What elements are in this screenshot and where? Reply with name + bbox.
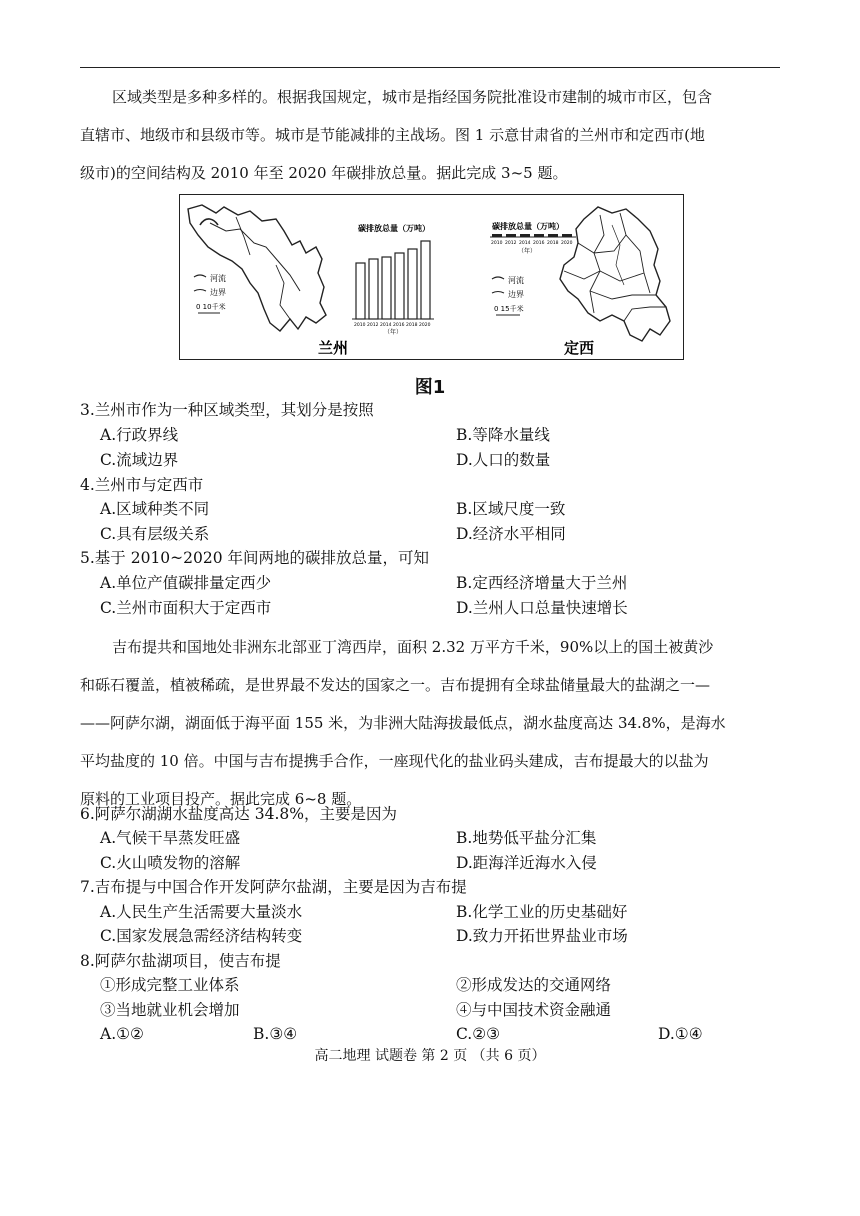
question-6-stem: 6.阿萨尔湖湖水盐度高达 34.8%，主要是因为 xyxy=(80,805,397,823)
intro2-line: ——阿萨尔湖，湖面低于海平面 155 米，为非洲大陆海拔最低点，湖水盐度高达 34.8%，是海水 xyxy=(80,714,726,732)
question-8-item-2: ②形成发达的交通网络 xyxy=(456,976,612,994)
intro2-line: 吉布提共和国地处非洲东北部亚丁湾西岸，面积 2.32 万平方千米，90%以上的国土被黄沙 xyxy=(112,638,714,656)
lanzhou-year: 2012 xyxy=(367,323,379,328)
dingxi-bar xyxy=(562,234,572,237)
lanzhou-axis-unit: （年） xyxy=(384,329,403,336)
dingxi-year: 2018 xyxy=(547,241,559,246)
dingxi-legend xyxy=(492,275,524,315)
lanzhou-bar xyxy=(395,253,404,319)
intro2-line: 和砾石覆盖，植被稀疏，是世界最不发达的国家之一。吉布提拥有全球盐储量最大的盐湖之一— xyxy=(80,676,711,694)
question-7-option-c: C.国家发展急需经济结构转变 xyxy=(100,927,303,945)
question-8-option-a: A.①② xyxy=(100,1025,144,1043)
question-7-option-a: A.人民生产生活需要大量淡水 xyxy=(100,903,303,921)
dingxi-axis-unit: （年） xyxy=(518,248,537,255)
question-4-option-a: A.区域种类不同 xyxy=(100,500,210,518)
dingxi-bar xyxy=(534,234,544,237)
lanzhou-year: 2020 xyxy=(419,323,431,328)
lanzhou-map xyxy=(188,205,326,331)
dingxi-year: 2014 xyxy=(519,241,531,246)
river-legend-icon xyxy=(194,275,206,277)
question-8-item-1: ①形成完整工业体系 xyxy=(100,976,240,994)
question-3-option-d: D.人口的数量 xyxy=(456,451,551,469)
dingxi-legend-river: 河流 xyxy=(508,276,524,285)
lanzhou-bar xyxy=(356,263,365,319)
river-legend-icon xyxy=(492,277,504,279)
question-6-option-d: D.距海洋近海水入侵 xyxy=(456,854,597,872)
figure-1 xyxy=(179,194,684,360)
question-8-option-d: D.①④ xyxy=(658,1025,703,1043)
border-legend-icon xyxy=(194,290,206,292)
dingxi-year: 2010 xyxy=(491,241,503,246)
border-legend-icon xyxy=(492,292,504,294)
intro1-line: 级市)的空间结构及 2010 年至 2020 年碳排放总量。据此完成 3~5 题。 xyxy=(80,164,568,182)
question-5-option-b: B.定西经济增量大于兰州 xyxy=(456,574,628,592)
dingxi-map xyxy=(560,207,670,341)
lanzhou-chart xyxy=(352,223,434,336)
lanzhou-chart-title: 碳排放总量（万吨） xyxy=(358,224,430,233)
lanzhou-year: 2016 xyxy=(393,323,405,328)
question-7-stem: 7.吉布提与中国合作开发阿萨尔盐湖，主要是因为吉布提 xyxy=(80,878,467,896)
intro2-line: 平均盐度的 10 倍。中国与吉布提携手合作，一座现代化的盐业码头建成，吉布提最大的以盐为 xyxy=(80,752,709,770)
dingxi-bar xyxy=(506,234,516,237)
lanzhou-scale-label: 0 10千米 xyxy=(196,303,226,311)
question-8-item-4: ④与中国技术资金融通 xyxy=(456,1001,612,1019)
lanzhou-legend xyxy=(194,273,226,313)
dingxi-bar xyxy=(520,234,530,237)
dingxi-chart xyxy=(490,221,576,255)
question-3-option-b: B.等降水量线 xyxy=(456,426,550,444)
question-3-option-c: C.流域边界 xyxy=(100,451,179,469)
question-3-stem: 3.兰州市作为一种区域类型，其划分是按照 xyxy=(80,401,374,419)
question-7-option-b: B.化学工业的历史基础好 xyxy=(456,903,628,921)
lanzhou-legend-river: 河流 xyxy=(210,274,226,283)
question-6-option-a: A.气候干旱蒸发旺盛 xyxy=(100,829,241,847)
lanzhou-year: 2014 xyxy=(380,323,392,328)
lanzhou-legend-border: 边界 xyxy=(210,288,226,297)
question-4-option-b: B.区域尺度一致 xyxy=(456,500,566,518)
question-5-option-c: C.兰州市面积大于定西市 xyxy=(100,599,272,617)
lanzhou-bar xyxy=(382,257,391,319)
dingxi-chart-title: 碳排放总量（万吨） xyxy=(492,222,564,231)
question-4-option-d: D.经济水平相同 xyxy=(456,525,566,543)
question-5-option-a: A.单位产值碳排量定西少 xyxy=(100,574,272,592)
lanzhou-year: 2018 xyxy=(406,323,418,328)
lanzhou-bar xyxy=(408,249,417,319)
lanzhou-year: 2010 xyxy=(354,323,366,328)
intro2-line: 原料的工业项目投产。据此完成 6~8 题。 xyxy=(80,790,362,808)
question-8-stem: 8.阿萨尔盐湖项目，使吉布提 xyxy=(80,952,281,970)
intro-paragraph-2 xyxy=(80,628,780,818)
question-6-option-c: C.火山喷发物的溶解 xyxy=(100,854,241,872)
question-5-stem: 5.基于 2010~2020 年间两地的碳排放总量，可知 xyxy=(80,549,430,567)
figure-caption: 图1 xyxy=(414,377,446,398)
question-3-option-a: A.行政界线 xyxy=(100,426,179,444)
question-8-item-3: ③当地就业机会增加 xyxy=(100,1001,240,1019)
question-8-option-b: B.③④ xyxy=(253,1025,298,1043)
question-4-option-c: C.具有层级关系 xyxy=(100,525,210,543)
intro1-line: 直辖市、地级市和县级市等。城市是节能减排的主战场。图 1 示意甘肃省的兰州市和定西市(地 xyxy=(80,126,705,144)
dingxi-bar xyxy=(548,234,558,237)
lanzhou-bar xyxy=(421,241,430,319)
intro1-line: 区域类型是多种多样的。根据我国规定，城市是指经国务院批准设市建制的城市市区，包含 xyxy=(112,88,713,106)
question-6-option-b: B.地势低平盐分汇集 xyxy=(456,829,597,847)
question-4-stem: 4.兰州市与定西市 xyxy=(80,476,204,494)
intro-paragraph-1 xyxy=(80,78,780,192)
dingxi-year: 2012 xyxy=(505,241,517,246)
lanzhou-bar xyxy=(369,259,378,319)
question-5-option-d: D.兰州人口总量快速增长 xyxy=(456,599,628,617)
question-7-option-d: D.致力开拓世界盐业市场 xyxy=(456,927,628,945)
dingxi-scale-label: 0 15千米 xyxy=(494,305,524,313)
lanzhou-label: 兰州 xyxy=(318,339,349,357)
figure-1-drawing xyxy=(180,195,683,359)
dingxi-year: 2016 xyxy=(533,241,545,246)
dingxi-label: 定西 xyxy=(564,339,595,357)
header-rule xyxy=(80,67,780,68)
dingxi-bar xyxy=(492,234,502,237)
dingxi-year: 2020 xyxy=(561,241,573,246)
question-8-option-c: C.②③ xyxy=(456,1025,501,1043)
page-footer: 高二地理 试题卷 第 2 页 （共 6 页） xyxy=(314,1048,546,1064)
dingxi-legend-border: 边界 xyxy=(508,290,524,299)
